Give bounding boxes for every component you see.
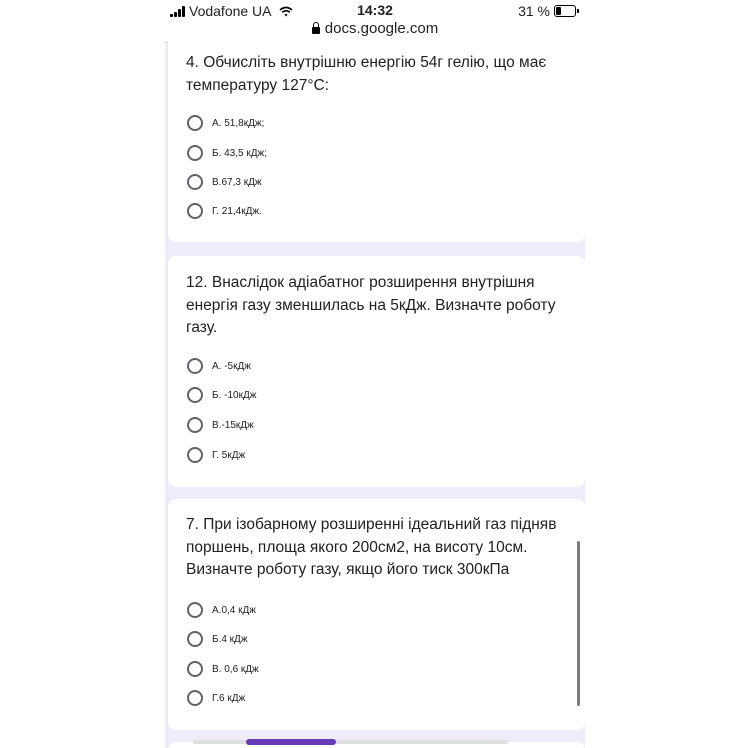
horizontal-scroll-track[interactable] [193,740,508,744]
question-card [168,256,585,487]
radio-button[interactable] [187,203,203,219]
radio-button[interactable] [187,661,203,677]
radio-button[interactable] [187,387,203,403]
radio-option[interactable] [187,174,262,190]
option-label: Г. 21,4кДж. [212,205,262,217]
question-text: 7. При ізобарному розширенні ідеальний газ підняв поршень, площа якого 200см2, на висоту 10см. Визначте роботу газу, якщо його тиск 300кПа [186,516,557,578]
carrier-name: Vodafone UA [189,3,272,19]
vertical-scrollbar[interactable] [577,541,580,706]
radio-option[interactable] [187,690,245,706]
question-card [168,42,585,242]
url-text: docs.google.com [324,20,439,37]
radio-button[interactable] [187,447,203,463]
radio-option[interactable] [187,115,264,131]
horizontal-scroll-thumb[interactable] [246,739,336,745]
battery-icon [554,5,576,17]
radio-button[interactable] [187,174,203,190]
lock-icon [312,27,320,34]
radio-option[interactable] [187,447,245,463]
question-text: 4. Обчисліть внутрішню енергію 54г гелію, що має температуру 127°C: [186,54,547,94]
radio-option[interactable] [187,602,256,618]
option-label: В.67,3 кДж [212,176,262,188]
radio-button[interactable] [187,115,203,131]
status-time: 14:32 [357,2,393,18]
radio-button[interactable] [187,631,203,647]
url-bar[interactable] [165,20,585,37]
option-label: В.-15кДж [212,419,254,431]
radio-option[interactable] [187,631,248,647]
radio-option[interactable] [187,661,259,677]
option-label: В. 0,6 кДж [212,663,259,675]
radio-option[interactable] [187,145,267,161]
radio-option[interactable] [187,417,254,433]
radio-option[interactable] [187,358,251,374]
radio-button[interactable] [187,602,203,618]
option-label: Б. -10кДж [212,389,257,401]
option-label: Г.6 кДж [212,692,246,704]
radio-option[interactable] [187,203,262,219]
question-card [168,499,585,730]
option-label: А. 51,8кДж; [212,117,265,129]
phone-screen [165,0,585,748]
status-bar [165,0,585,43]
battery-group [518,3,579,19]
radio-button[interactable] [187,690,203,706]
question-text: 12. Внаслідок адіабатног розширення внутрішня енергія газу зменшилась на 5кДж. Визначте роботу газу. [186,274,556,336]
radio-button[interactable] [187,417,203,433]
option-label: А.0,4 кДж [212,604,256,616]
option-label: А. -5кДж [212,360,251,372]
option-label: Б. 43,5 кДж; [212,147,267,159]
battery-percent: 31 % [518,3,550,19]
radio-option[interactable] [187,387,256,403]
radio-button[interactable] [187,358,203,374]
radio-button[interactable] [187,145,203,161]
option-label: Б.4 кДж [212,633,248,645]
option-label: Г. 5кДж [212,449,246,461]
